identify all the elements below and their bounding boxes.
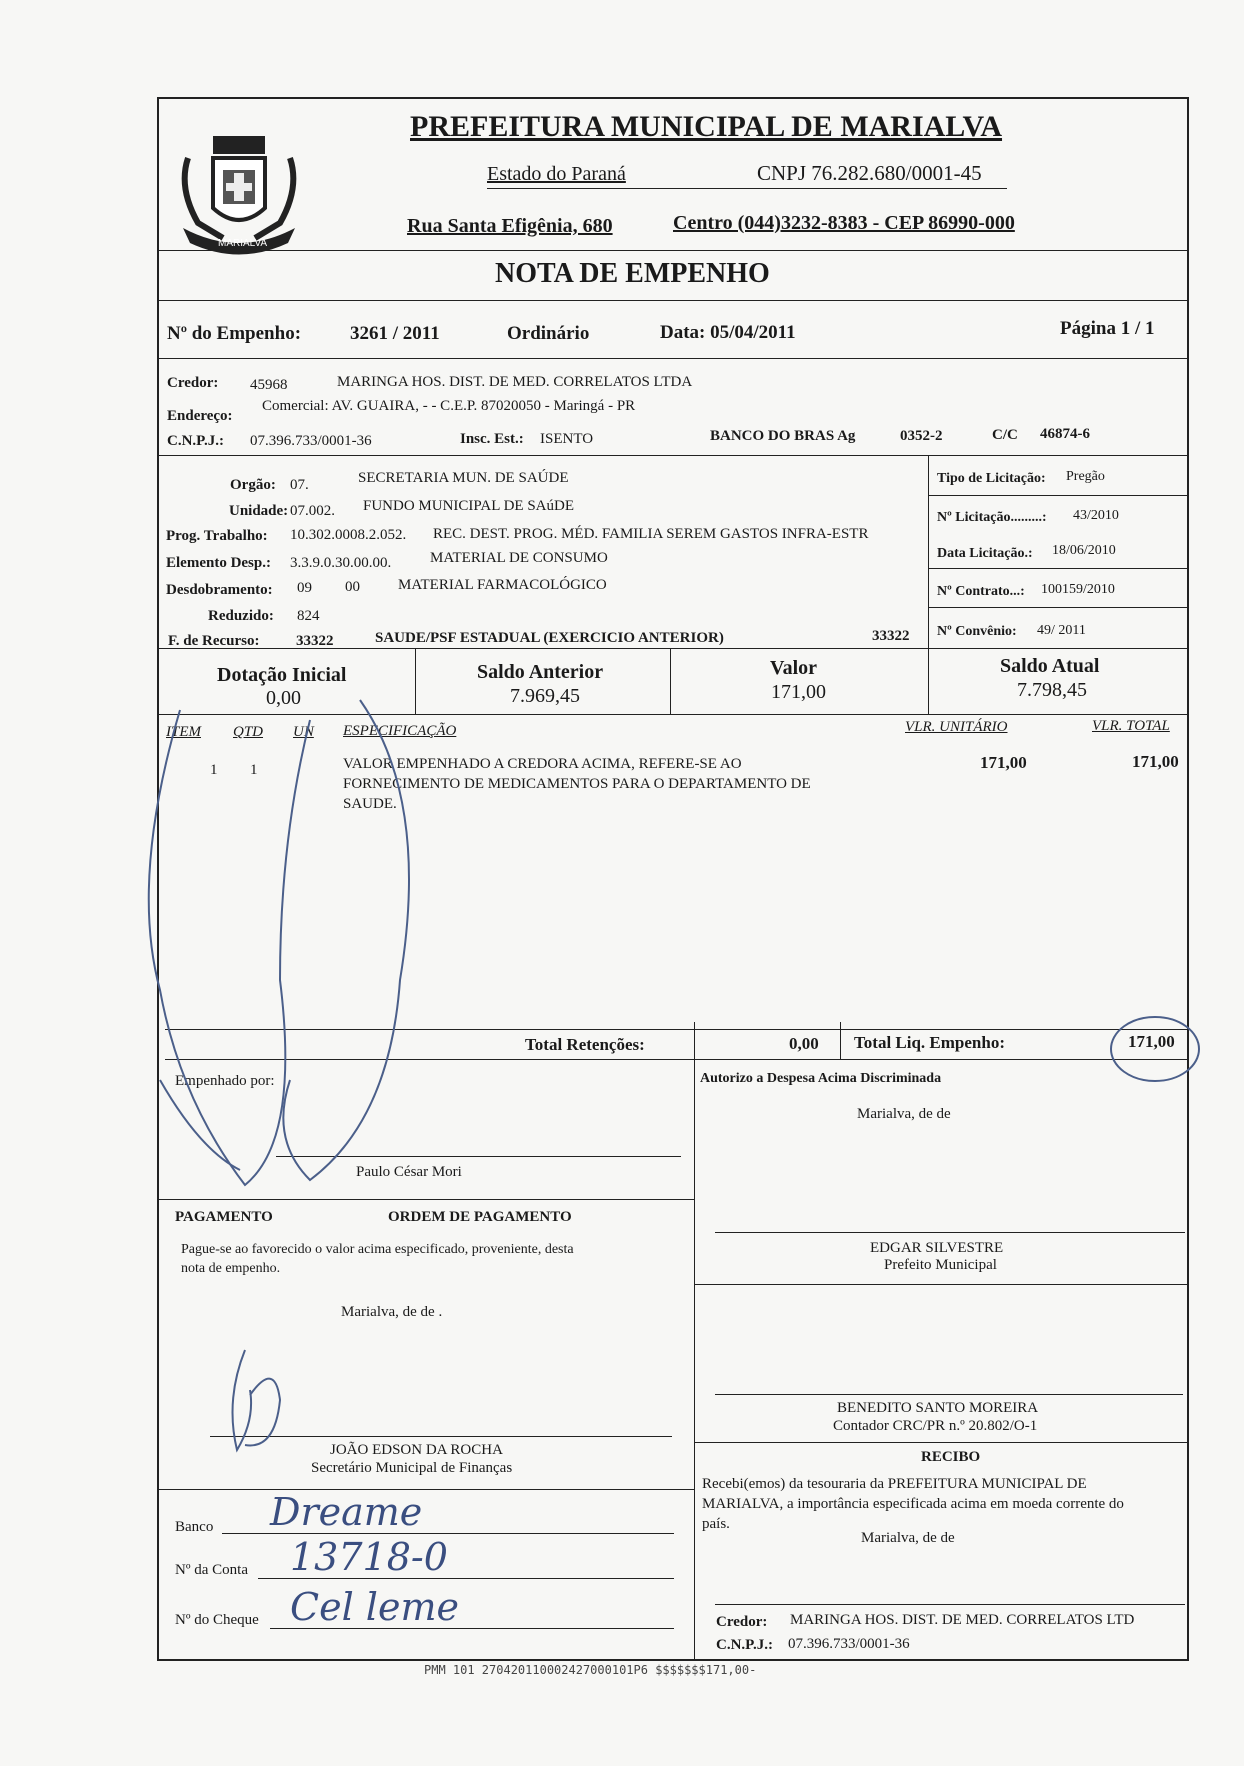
empenho-type: Ordinário [507,323,590,344]
credor-cc: 46874-6 [1040,426,1090,442]
col-item: ITEM [166,724,201,740]
dotacao-value: 0,00 [266,687,301,709]
total-retencoes-label: Total Retenções: [525,1035,645,1054]
handwritten-circle-icon [1105,1004,1205,1094]
licitacao-contrato-label: Nº Contrato...: [937,584,1025,599]
saldo-anterior-label: Saldo Anterior [477,661,604,683]
banco-label: Banco [175,1519,214,1535]
item-spec-line-1: VALOR EMPENHADO A CREDORA ACIMA, REFERE-SE AO [343,756,742,772]
col-spec: ESPECIFICAÇÃO [343,723,457,739]
total-liq-label: Total Liq. Empenho: [854,1033,1005,1052]
recibo-city-line: Marialva, de de [861,1530,955,1546]
col-total: VLR. TOTAL [1092,718,1170,734]
saldo-atual-label: Saldo Atual [1000,655,1100,677]
divider [157,358,1189,359]
secretario-name: JOÃO EDSON DA ROCHA [330,1442,503,1458]
prog-code: 10.302.0008.2.052. [290,527,407,543]
empenhado-name: Paulo César Mori [356,1164,462,1180]
contador-name: BENEDITO SANTO MOREIRA [837,1400,1039,1416]
credor-code: 45968 [250,377,288,393]
pay-text-line-2: nota de empenho. [181,1261,281,1276]
recibo-line-1: Recebi(emos) da tesouraria da PREFEITURA MUNICIPAL DE [702,1476,1087,1492]
credor-cnpj-label: C.N.P.J.: [167,433,224,449]
signature-line [715,1232,1185,1233]
signature-line [715,1394,1183,1395]
credor-cnpj: 07.396.733/0001-36 [250,433,372,449]
licitacao-tipo-label: Tipo de Licitação: [937,471,1046,486]
banco-handwritten: Dreame [270,1490,423,1534]
recurso-code: 33322 [296,633,334,649]
col-un: UN [293,724,314,740]
contador-role: Contador CRC/PR n.º 20.802/O-1 [833,1418,1038,1434]
handwritten-signature-icon [140,680,470,1200]
credor-insc-label: Insc. Est.: [460,431,524,447]
col-unit: VLR. UNITÁRIO [905,719,1008,735]
total-liq-value: 171,00 [1128,1032,1175,1051]
item-unit-value: 171,00 [980,753,1027,772]
pay-text-line-1: Pague-se ao favorecido o valor acima especificado, proveniente, desta [181,1242,574,1257]
coat-of-arms-text: MARIALVA [218,238,268,249]
coat-of-arms-icon [168,128,310,256]
unidade-code: 07.002. [290,503,335,519]
credor-name: MARINGA HOS. DIST. DE MED. CORRELATOS LTDA [337,374,693,390]
header-title: PREFEITURA MUNICIPAL DE MARIALVA [410,110,1003,143]
desdob-code: 09 [297,580,312,596]
divider [157,648,1189,649]
divider [694,1022,695,1059]
divider [928,607,1189,608]
elemento-code: 3.3.9.0.30.00.00. [290,555,392,571]
recibo-cnpj-label: C.N.P.J.: [716,1637,773,1653]
orgao-label: Orgão: [230,477,276,493]
empenho-date: Data: 05/04/2011 [660,322,796,343]
valor-label: Valor [770,657,818,679]
col-qtd: QTD [233,724,264,740]
prog-label: Prog. Trabalho: [166,528,268,544]
item-qty: 1 [250,762,258,778]
prefeito-role: Prefeito Municipal [884,1257,997,1273]
footer-code: PMM 101 270420110002427000101P6 $$$$$$$171,00- [424,1663,757,1677]
signature-line [715,1604,1185,1605]
recibo-credor: MARINGA HOS. DIST. DE MED. CORRELATOS LTD [790,1612,1135,1628]
header-cnpj: CNPJ 76.282.680/0001-45 [757,161,982,185]
empenho-number: 3261 / 2011 [350,323,440,344]
divider [928,455,929,648]
credor-cc-label: C/C [992,427,1018,443]
empenho-page: Página 1 / 1 [1060,318,1155,339]
empenho-number-label: Nº do Empenho: [167,323,302,344]
cheque-handwritten: Cel leme [290,1585,459,1629]
divider [670,648,671,714]
header-address: Rua Santa Efigênia, 680 [407,215,613,237]
conta-handwritten: 13718-0 [290,1535,448,1579]
recurso-code-2: 33322 [872,628,910,644]
prefeito-name: EDGAR SILVESTRE [870,1240,1004,1256]
ordem-pagamento-label: ORDEM DE PAGAMENTO [388,1209,572,1225]
divider [157,300,1189,301]
divider [694,1284,1189,1285]
unidade-name: FUNDO MUNICIPAL DE SAúDE [363,498,574,514]
recibo-credor-label: Credor: [716,1614,768,1630]
licitacao-data: 18/06/2010 [1052,543,1116,558]
autorizo-city-line: Marialva, de de [857,1106,951,1122]
credor-address: Comercial: AV. GUAIRA, - - C.E.P. 87020050 - Maringá - PR [262,398,636,414]
licitacao-data-label: Data Licitação.: [937,546,1033,561]
recibo-cnpj: 07.396.733/0001-36 [788,1636,910,1652]
handwritten-initials-icon [215,1340,295,1470]
licitacao-num: 43/2010 [1073,508,1119,523]
pagamento-label: PAGAMENTO [175,1209,273,1225]
desdob-label: Desdobramento: [166,582,273,598]
reduzido-label: Reduzido: [208,608,274,624]
prog-name: REC. DEST. PROG. MÉD. FAMILIA SEREM GASTOS INFRA-ESTR [433,526,869,542]
desdob-sub: 00 [345,579,360,595]
credor-insc: ISENTO [540,431,594,447]
divider [694,1442,1189,1443]
saldo-anterior-value: 7.969,45 [510,685,580,707]
licitacao-contrato: 100159/2010 [1041,582,1115,597]
recibo-line-3: país. [702,1516,730,1532]
divider [157,455,1189,456]
credor-address-label: Endereço: [167,408,233,424]
recibo-title: RECIBO [921,1449,981,1465]
header-state: Estado do Paraná [487,163,626,185]
item-spec-line-3: SAUDE. [343,796,397,812]
divider [157,250,1189,251]
orgao-name: SECRETARIA MUN. DE SAÚDE [358,470,569,486]
empenhado-label: Empenhado por: [175,1073,275,1089]
cheque-label: Nº do Cheque [175,1612,259,1628]
secretario-role: Secretário Municipal de Finanças [311,1460,513,1476]
licitacao-convenio: 49/ 2011 [1037,623,1086,638]
header-state-underline [487,188,1007,189]
total-retencoes-value: 0,00 [789,1034,819,1053]
elemento-label: Elemento Desp.: [166,555,271,571]
item-spec-line-2: FORNECIMENTO DE MEDICAMENTOS PARA O DEPARTAMENTO DE [343,776,811,792]
divider [694,1059,695,1661]
autorizo-label: Autorizo a Despesa Acima Discriminada [700,1071,942,1086]
conta-label: Nº da Conta [175,1562,248,1578]
divider [928,648,929,714]
licitacao-num-label: Nº Licitação.........: [937,510,1047,525]
reduzido-value: 824 [297,608,320,624]
licitacao-convenio-label: Nº Convênio: [937,624,1017,639]
pay-city-line: Marialva, de de . [341,1304,443,1320]
credor-agency: 0352-2 [900,428,943,444]
dotacao-label: Dotação Inicial [217,664,347,686]
orgao-code: 07. [290,477,309,493]
item-number: 1 [210,762,218,778]
valor-value: 171,00 [771,681,826,703]
doc-title: NOTA DE EMPENHO [495,258,770,289]
licitacao-tipo: Pregão [1066,469,1105,484]
divider [928,568,1189,569]
desdob-name: MATERIAL FARMACOLÓGICO [398,577,607,593]
saldo-atual-value: 7.798,45 [1017,679,1087,701]
unidade-label: Unidade: [229,503,289,519]
credor-bank: BANCO DO BRAS Ag [710,428,856,444]
elemento-name: MATERIAL DE CONSUMO [430,550,608,566]
recurso-name: SAUDE/PSF ESTADUAL (EXERCICIO ANTERIOR) [375,630,724,646]
recibo-line-2: MARIALVA, a importância especificada acima em moeda corrente do [702,1496,1124,1512]
divider [928,495,1189,496]
item-total-value: 171,00 [1132,752,1179,771]
header-district-phone: Centro (044)3232-8383 - CEP 86990-000 [673,212,1015,234]
credor-label: Credor: [167,375,219,391]
divider [840,1022,841,1059]
divider [157,1489,694,1490]
recurso-label: F. de Recurso: [168,633,260,649]
